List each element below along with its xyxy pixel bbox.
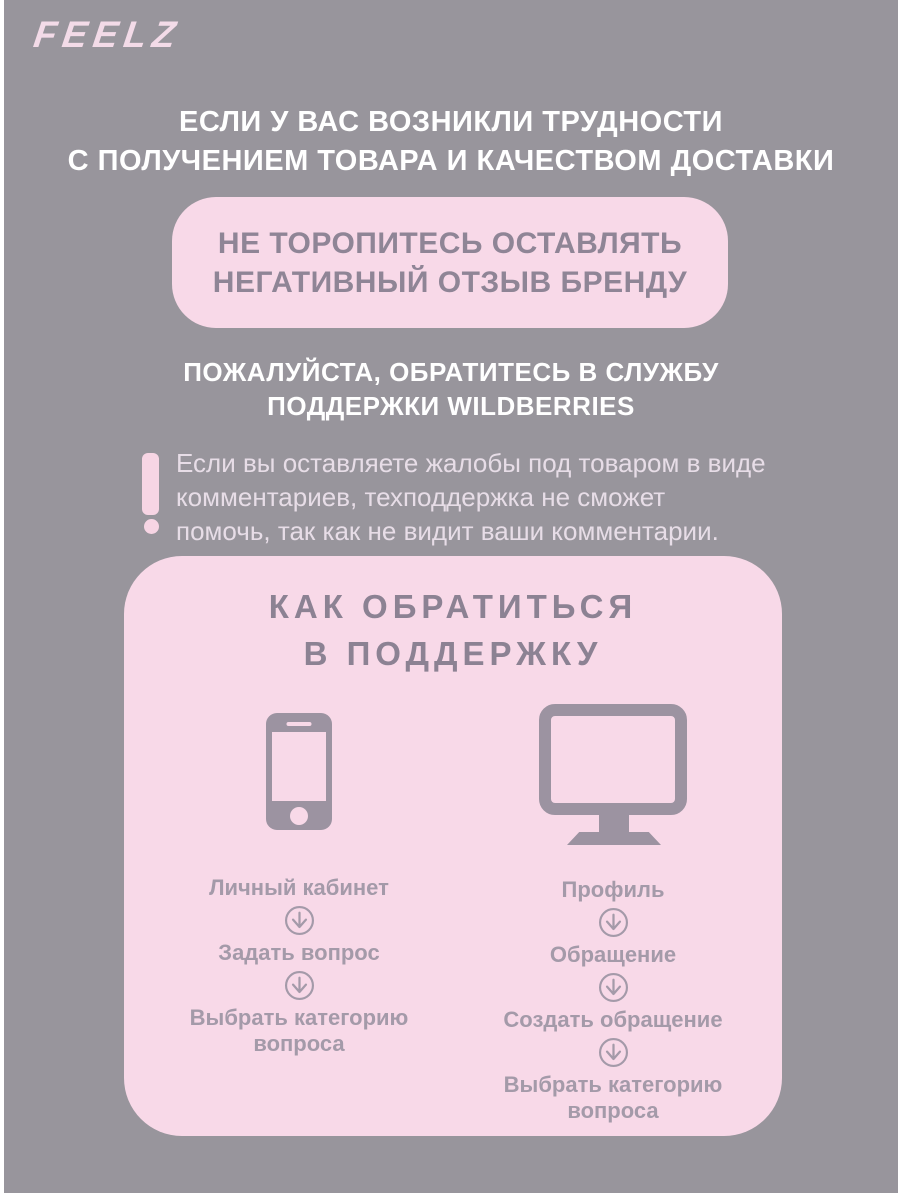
- desktop-step-3: Создать обращение: [503, 1007, 723, 1032]
- note-line3: помочь, так как не видит ваши комментарии.: [176, 516, 719, 546]
- support-title-line1: КАК ОБРАТИТЬСЯ: [268, 588, 638, 625]
- exclamation-dot-icon: [144, 519, 159, 534]
- exclamation-icon: [142, 453, 159, 515]
- subheadline-line1: ПОЖАЛУЙСТА, ОБРАТИТЕСЬ В СЛУЖБУ: [183, 357, 719, 387]
- warning-box: [172, 197, 728, 328]
- monitor-stand-base: [567, 832, 661, 845]
- flyer-background: [4, 0, 898, 1193]
- smartphone-home-button: [290, 807, 308, 825]
- headline-line2: С ПОЛУЧЕНИЕМ ТОВАРА И КАЧЕСТВОМ ДОСТАВКИ: [67, 145, 835, 177]
- desktop-step-1: Профиль: [561, 877, 665, 902]
- warning-line1: НЕ ТОРОПИТЕСЬ ОСТАВЛЯТЬ: [217, 226, 683, 260]
- monitor-icon: [539, 704, 687, 815]
- desktop-step-4: Выбрать категорию вопроса: [503, 1072, 723, 1123]
- brand-logo: FEELZ: [31, 14, 185, 55]
- headline-line1: ЕСЛИ У ВАС ВОЗНИКЛИ ТРУДНОСТИ: [179, 106, 723, 138]
- desktop-step-2: Обращение: [549, 942, 677, 967]
- smartphone-screen: [272, 732, 326, 801]
- mobile-step-1: Личный кабинет: [209, 875, 389, 900]
- monitor-stand-neck: [599, 812, 629, 835]
- note-text: [176, 446, 826, 548]
- subheadline-line2: ПОДДЕРЖКИ WILDBERRIES: [267, 391, 635, 421]
- down-arrow-icon: [598, 1037, 629, 1068]
- warning-line2: НЕГАТИВНЫЙ ОТЗЫВ БРЕНДУ: [212, 265, 688, 299]
- support-box-title: [124, 583, 782, 677]
- smartphone-speaker: [287, 722, 312, 726]
- note-line1: Если вы оставляете жалобы под товаром в виде: [176, 448, 766, 478]
- headline: [4, 103, 898, 181]
- mobile-flow: [174, 875, 424, 1057]
- subheadline: [4, 355, 898, 423]
- mobile-step-3: Выбрать категорию вопроса: [189, 1005, 409, 1056]
- note-line2: комментариев, техподдержка не сможет: [176, 482, 666, 512]
- down-arrow-icon: [284, 970, 315, 1001]
- desktop-flow: [488, 877, 738, 1124]
- smartphone-icon: [266, 713, 332, 830]
- mobile-step-2: Задать вопрос: [218, 940, 380, 965]
- down-arrow-icon: [598, 972, 629, 1003]
- support-title-line2: В ПОДДЕРЖКУ: [303, 635, 603, 672]
- down-arrow-icon: [598, 907, 629, 938]
- down-arrow-icon: [284, 905, 315, 936]
